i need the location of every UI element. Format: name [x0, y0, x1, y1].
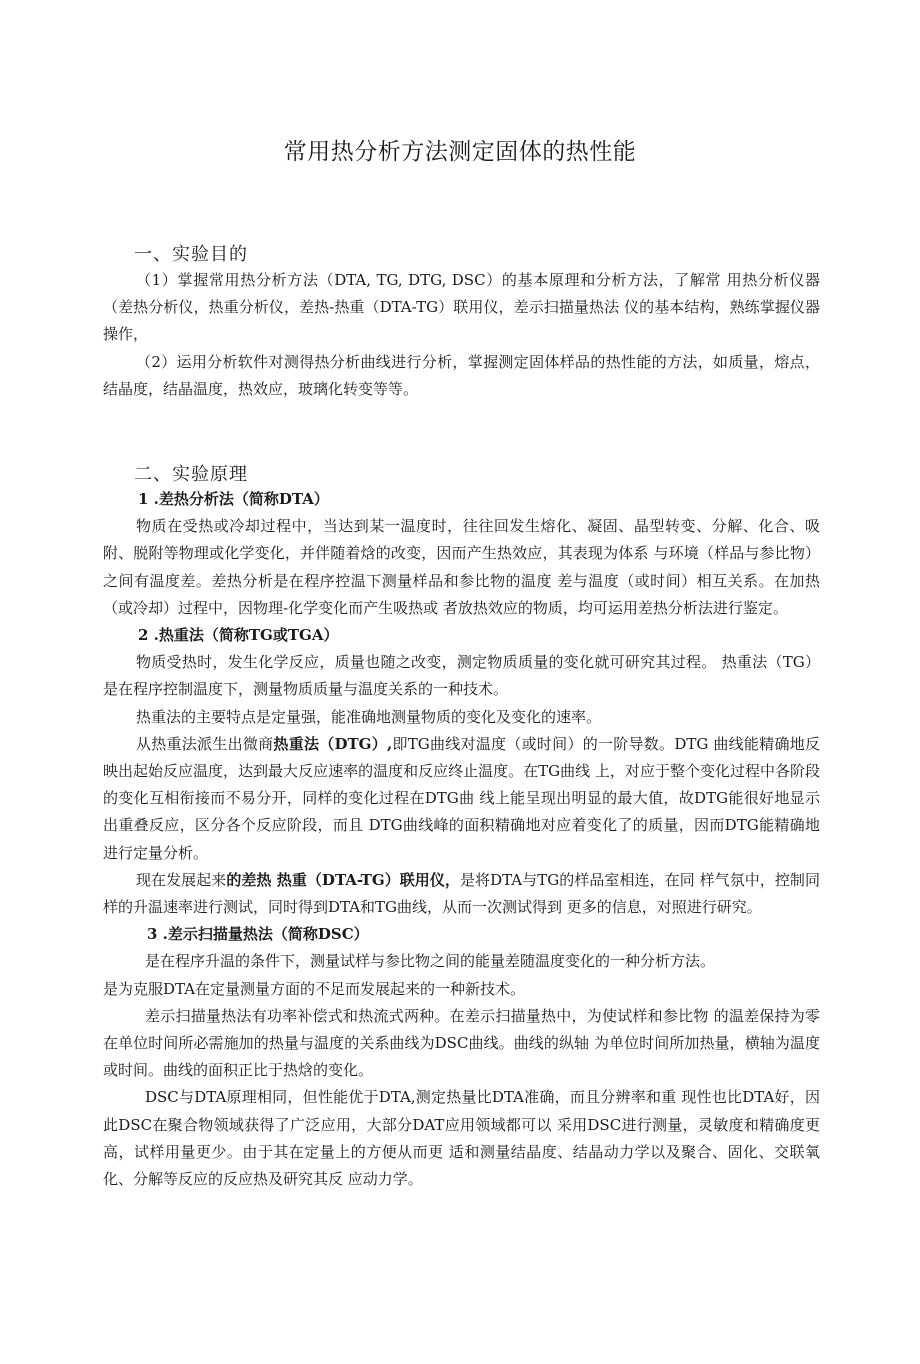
dsc-paragraph-3: DSC与DTA原理相同，但性能优于DTA,测定热量比DTA准确，而且分辨率和重 现性也比DTA好，因此DSC在聚合物领域获得了广泛应用，大部分DAT应用领域都可以 采用DSC进行测量，灵敏度和精确度更高，试样用量更少。由于其在定量上的方便从而更 适和测量结晶度、结晶动力学以及聚合、固化、交联氧化、分解等反应的反应热及研究其反 应动力学。	[103, 1088, 820, 1189]
dtg-text-c: 即TG曲线对温度（或时间）的一阶导数。DTG 曲线能精确地反映出起始反应温度，达到最大反应速率的温度和反应终止温度。在TG曲线 上，对应于整个变化过程中各阶段的变化互相衔接而不易分开，同样的变化过程在DTG曲 线上能呈现出明显的最大值，故DTG能很好地显示出重叠反应，区分各个反应阶段，而且 DTG曲线峰的面积精确地对应着变化了的质量，因而DTG能精确地进行定量分析。	[103, 734, 820, 862]
dta-tg-text-a: 现在发展起来	[136, 870, 227, 889]
dta-tg-paragraph	[103, 867, 820, 921]
subheading-dsc: 3 .差示扫描量热法（简称DSC）	[147, 925, 369, 944]
dtg-paragraph	[103, 731, 820, 867]
dta-tg-text-bold: 的差热 热重（DTA-TG）联用仪，	[226, 870, 460, 889]
subheading-dta: 1 .差热分析法（简称DTA）	[138, 490, 329, 508]
dsc-paragraph-1a: 是在程序升温的条件下，测量试样与参比物之间的能量差随温度变化的一种分析方法。	[145, 952, 716, 971]
objectives-block	[103, 267, 820, 403]
tg-paragraph-1: 物质受热时，发生化学反应，质量也随之改变，测定物质质量的变化就可研究其过程。 热重法（TG）是在程序控制温度下，测量物质质量与温度关系的一种技术。	[103, 653, 820, 699]
tg-paragraph-2: 热重法的主要特点是定量强，能准确地测量物质的变化及变化的速率。	[136, 707, 602, 726]
objective-paragraph-2: （2）运用分析软件对测得热分析曲线进行分析，掌握测定固体样品的热性能的方法，如质量，熔点，结晶度，结晶温度，热效应，玻璃化转变等等。	[103, 352, 820, 398]
dta-tg-text-c: 是将DTA与TG的样品室相连，在同 样气氛中，控制同样的升温速率进行测试，同时得到DTA和TG曲线，从而一次测试得到 更多的信息，对照进行研究。	[103, 870, 820, 917]
dtg-text-bold: 热重法（DTG）,	[273, 734, 393, 753]
subheading-tg: 2 .热重法（简称TG或TGA）	[138, 626, 339, 645]
dtg-text-a: 从热重法派生出微商	[136, 734, 274, 753]
dta-paragraph: 物质在受热或冷却过程中，当达到某一温度时，往往回发生熔化、凝固、晶型转变、分解、化合、吸附、脱附等物理或化学变化，并伴随着焓的改变，因而产生热效应，其表现为体系 与环境（样品与参比物）之间有温度差。差热分析是在程序控温下测量样品和参比物的温度 差与温度（或时间）相互关系。在加热（或冷却）过程中，因物理-化学变化而产生吸热或 者放热效应的物质，均可运用差热分析法进行鉴定。	[103, 517, 820, 617]
dsc-paragraph-1b: 是为克服DTA在定量测量方面的不足而发展起来的一种新技术。	[103, 979, 526, 998]
section-heading-principles: 二、实验原理	[134, 464, 248, 485]
section-heading-objectives: 一、实验目的	[134, 244, 248, 265]
document-title: 常用热分析方法测定固体的热性能	[283, 139, 637, 165]
dsc-paragraph-2: 差示扫描量热法有功率补偿式和热流式两种。在差示扫描量热中，为使试样和参比物 的温差保持为零在单位时间所必需施加的热量与温度的关系曲线为DSC曲线。曲线的纵轴 为单位时间所加热量，横轴为温度或时间。曲线的面积正比于热焓的变化。	[103, 1006, 820, 1080]
objective-paragraph-1: （1）掌握常用热分析方法（DTA, TG, DTG, DSC）的基本原理和分析方法，了解常 用热分析仪器（差热分析仪，热重分析仪，差热-热重（DTA-TG）联用仪，差示扫描量热法 仪的基本结构，熟练掌握仪器操作，	[103, 271, 820, 344]
principles-block	[103, 486, 820, 1193]
